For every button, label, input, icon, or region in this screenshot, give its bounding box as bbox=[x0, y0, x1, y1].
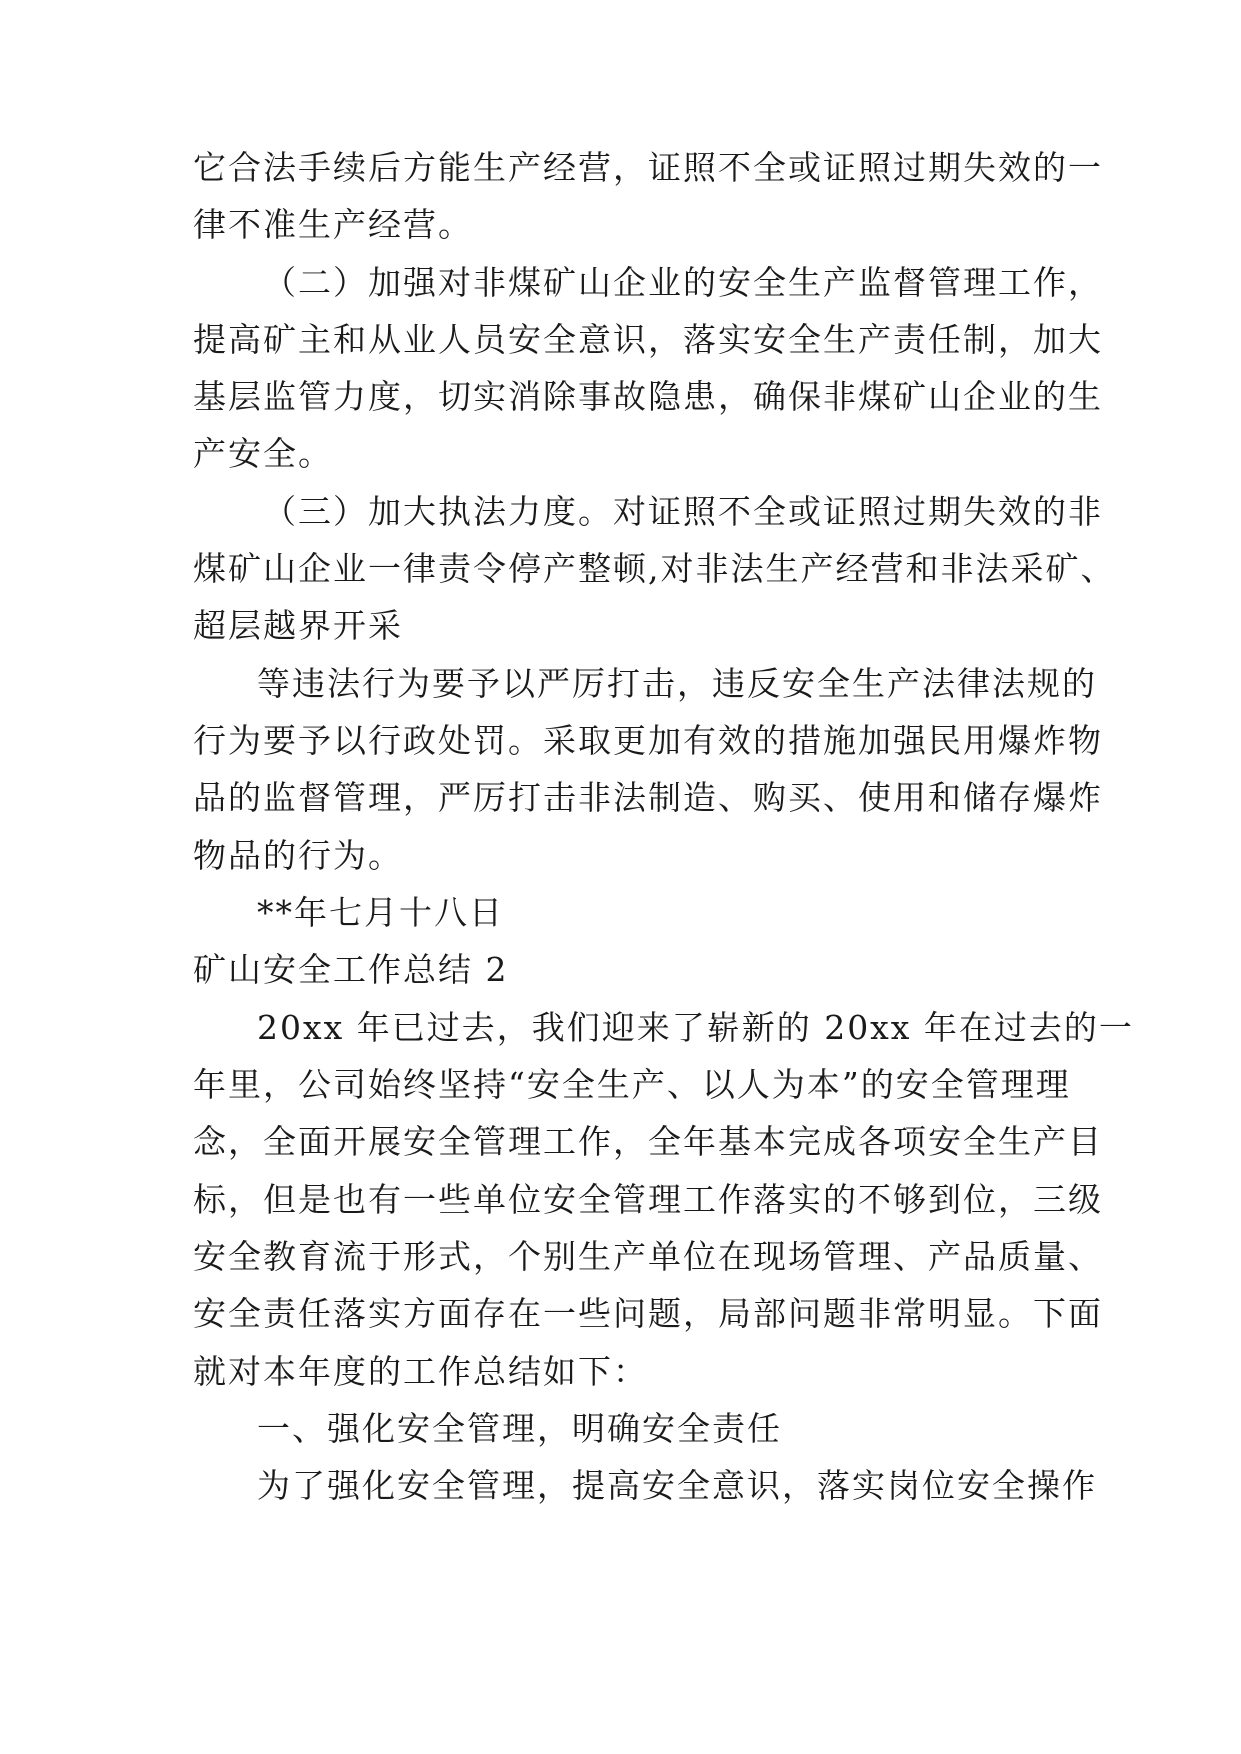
text-line: 安全教育流于形式，个别生产单位在现场管理、产品质量、 bbox=[193, 1237, 1103, 1276]
section-title: 矿山安全工作总结 2 bbox=[193, 950, 509, 989]
text-line: 超层越界开采 bbox=[193, 606, 403, 645]
text-line: 品的监督管理，严厉打击非法制造、购买、使用和储存爆炸 bbox=[193, 778, 1103, 817]
text-line: 为了强化安全管理，提高安全意识，落实岗位安全操作 bbox=[257, 1466, 1097, 1505]
text-line: 提高矿主和从业人员安全意识，落实安全生产责任制，加大 bbox=[193, 320, 1103, 359]
text-line: 它合法手续后方能生产经营，证照不全或证照过期失效的一 bbox=[193, 148, 1103, 187]
text-line: 物品的行为。 bbox=[193, 836, 403, 875]
text-line: 行为要予以行政处罚。采取更加有效的措施加强民用爆炸物 bbox=[193, 721, 1103, 760]
text-line: 等违法行为要予以严厉打击，违反安全生产法律法规的 bbox=[257, 664, 1097, 703]
text-line: 安全责任落实方面存在一些问题，局部问题非常明显。下面 bbox=[193, 1294, 1103, 1333]
date-line: **年七月十八日 bbox=[257, 893, 504, 932]
text-line: 20xx 年已过去，我们迎来了崭新的 20xx 年在过去的一 bbox=[257, 1008, 1134, 1047]
text-line: 就对本年度的工作总结如下： bbox=[193, 1352, 648, 1391]
text-line: 律不准生产经营。 bbox=[193, 205, 473, 244]
text-line: 产安全。 bbox=[193, 434, 333, 473]
subheading: 一、强化安全管理，明确安全责任 bbox=[257, 1409, 782, 1448]
text-line: （三）加大执法力度。对证照不全或证照过期失效的非 bbox=[263, 492, 1103, 531]
text-line: 标，但是也有一些单位安全管理工作落实的不够到位，三级 bbox=[193, 1180, 1103, 1219]
text-line: 煤矿山企业一律责令停产整顿,对非法生产经营和非法采矿、 bbox=[193, 549, 1116, 588]
text-line: （二）加强对非煤矿山企业的安全生产监督管理工作， bbox=[263, 263, 1103, 302]
text-line: 基层监管力度，切实消除事故隐患，确保非煤矿山企业的生 bbox=[193, 377, 1103, 416]
text-line: 年里，公司始终坚持“安全生产、以人为本”的安全管理理 bbox=[193, 1065, 1071, 1104]
text-line: 念，全面开展安全管理工作，全年基本完成各项安全生产目 bbox=[193, 1122, 1103, 1161]
